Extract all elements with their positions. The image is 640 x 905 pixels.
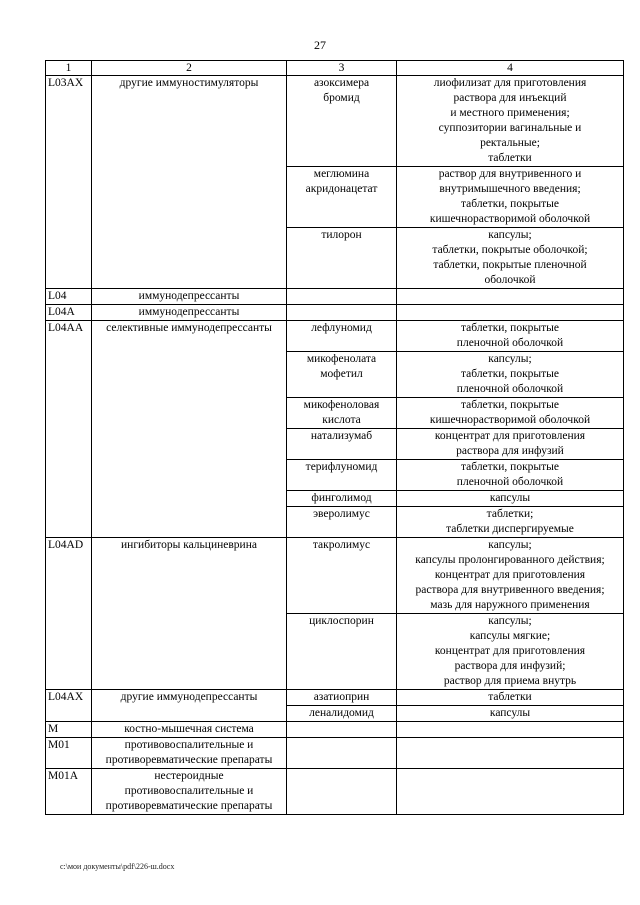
dosage-form-line: оболочкой xyxy=(484,274,536,286)
file-path-footer: c:\мои документы\pdf\226-ш.docx xyxy=(60,862,175,871)
group-name-line: иммунодепрессанты xyxy=(138,306,240,318)
column-header: 1 xyxy=(46,61,92,76)
dosage-form-line: капсулы xyxy=(489,707,531,719)
dosage-form-line: капсулы; xyxy=(488,539,532,551)
dosage-form-line: таблетки, покрытые xyxy=(460,368,560,380)
group-name-line: противоревматические препараты xyxy=(105,800,273,812)
inn-line: такролимус xyxy=(312,539,371,551)
table-row xyxy=(46,289,624,305)
dosage-form-cell xyxy=(397,289,624,305)
dosage-form-line: капсулы; xyxy=(488,353,532,365)
dosage-form-cell xyxy=(397,398,624,429)
table-row xyxy=(46,321,624,352)
dosage-form-line: пленочной оболочкой xyxy=(456,337,564,349)
dosage-form-line: таблетки, покрытые xyxy=(460,198,560,210)
dosage-form-cell xyxy=(397,491,624,507)
dosage-form-cell xyxy=(397,352,624,398)
dosage-form-cell xyxy=(397,614,624,690)
group-name-cell xyxy=(92,538,287,690)
dosage-form-line: кишечнорастворимой оболочкой xyxy=(429,213,591,225)
group-name-line: костно-мышечная система xyxy=(124,723,254,735)
inn-cell xyxy=(287,460,397,491)
inn-line: леналидомид xyxy=(309,707,374,719)
atc-code-cell: M01A xyxy=(46,769,92,815)
group-name-cell xyxy=(92,289,287,305)
dosage-form-line: концентрат для приготовления xyxy=(434,645,586,657)
inn-line: азатиоприн xyxy=(313,691,370,703)
table-row xyxy=(46,305,624,321)
dosage-form-line: капсулы xyxy=(489,492,531,504)
dosage-form-cell xyxy=(397,769,624,815)
atc-code-cell: L04A xyxy=(46,305,92,321)
inn-line: терифлуномид xyxy=(305,461,378,473)
dosage-form-line: раствора для инъекций xyxy=(453,92,567,104)
group-name-line: другие иммунодепрессанты xyxy=(120,691,258,703)
dosage-form-cell xyxy=(397,460,624,491)
atc-code-cell: L04AA xyxy=(46,321,92,538)
drug-list-table xyxy=(45,60,624,815)
group-name-cell xyxy=(92,738,287,769)
atc-code-cell: L04 xyxy=(46,289,92,305)
inn-cell xyxy=(287,538,397,614)
dosage-form-line: ректальные; xyxy=(480,137,540,149)
inn-line: меглюмина xyxy=(313,168,370,180)
dosage-form-line: таблетки, покрытые пленочной xyxy=(433,259,587,271)
table-body xyxy=(46,76,624,815)
inn-line: бромид xyxy=(323,92,360,104)
inn-cell xyxy=(287,429,397,460)
dosage-form-line: раствора для инфузий; xyxy=(454,660,566,672)
inn-line: циклоспорин xyxy=(309,615,374,627)
inn-line: мофетил xyxy=(320,368,363,380)
dosage-form-line: таблетки диспергируемые xyxy=(446,523,574,535)
dosage-form-line: капсулы; xyxy=(488,615,532,627)
inn-cell xyxy=(287,690,397,706)
dosage-form-cell xyxy=(397,507,624,538)
group-name-cell xyxy=(92,305,287,321)
dosage-form-line: мазь для наружного применения xyxy=(430,599,590,611)
table-row xyxy=(46,738,624,769)
dosage-form-cell xyxy=(397,76,624,167)
inn-line: кислота xyxy=(322,414,361,426)
inn-line: лефлуномид xyxy=(311,322,372,334)
group-name-line: селективные иммунодепрессанты xyxy=(106,322,272,334)
atc-code-cell: L04AX xyxy=(46,690,92,722)
dosage-form-line: таблетки, покрытые xyxy=(460,322,560,334)
dosage-form-line: таблетки, покрытые оболочкой; xyxy=(432,244,588,256)
dosage-form-cell xyxy=(397,321,624,352)
inn-cell xyxy=(287,614,397,690)
inn-cell xyxy=(287,228,397,289)
table-row xyxy=(46,538,624,614)
group-name-line: нестероидные xyxy=(154,770,224,782)
dosage-form-cell xyxy=(397,538,624,614)
dosage-form-line: капсулы пролонгированного действия; xyxy=(415,554,605,566)
dosage-form-cell xyxy=(397,706,624,722)
dosage-form-line: концентрат для приготовления xyxy=(434,430,586,442)
dosage-form-line: суппозитории вагинальные и xyxy=(438,122,582,134)
dosage-form-line: раствора для инфузий xyxy=(456,445,564,457)
inn-cell xyxy=(287,769,397,815)
inn-line: натализумаб xyxy=(310,430,373,442)
group-name-line: иммунодепрессанты xyxy=(138,290,240,302)
inn-line: тилорон xyxy=(321,229,362,241)
inn-line: акридонацетат xyxy=(305,183,378,195)
inn-line: эверолимус xyxy=(313,508,370,520)
inn-cell xyxy=(287,722,397,738)
inn-line: микофеноловая xyxy=(303,399,380,411)
inn-cell xyxy=(287,76,397,167)
table-row xyxy=(46,769,624,815)
dosage-form-line: внутримышечного введения; xyxy=(439,183,581,195)
dosage-form-line: капсулы мягкие; xyxy=(469,630,551,642)
dosage-form-line: таблетки, покрытые xyxy=(460,399,560,411)
inn-cell xyxy=(287,321,397,352)
dosage-form-cell xyxy=(397,738,624,769)
inn-line: азоксимера xyxy=(313,77,370,89)
table-row xyxy=(46,690,624,706)
atc-code-cell: L04AD xyxy=(46,538,92,690)
dosage-form-cell xyxy=(397,305,624,321)
dosage-form-line: раствор для внутривенного и xyxy=(438,168,582,180)
column-header: 2 xyxy=(92,61,287,76)
dosage-form-line: раствора для внутривенного введения; xyxy=(415,584,605,596)
group-name-cell xyxy=(92,321,287,538)
group-name-cell xyxy=(92,722,287,738)
dosage-form-cell xyxy=(397,167,624,228)
inn-cell xyxy=(287,289,397,305)
dosage-form-line: таблетки xyxy=(488,691,532,703)
dosage-form-cell xyxy=(397,722,624,738)
atc-code-cell: M xyxy=(46,722,92,738)
inn-cell xyxy=(287,305,397,321)
inn-cell xyxy=(287,352,397,398)
dosage-form-line: и местного применения; xyxy=(450,107,570,119)
inn-cell xyxy=(287,738,397,769)
group-name-line: ингибиторы кальциневрина xyxy=(121,539,257,551)
atc-code-cell: M01 xyxy=(46,738,92,769)
page-number: 27 xyxy=(314,38,326,52)
group-name-cell xyxy=(92,769,287,815)
inn-cell xyxy=(287,507,397,538)
column-header: 4 xyxy=(397,61,624,76)
inn-cell xyxy=(287,706,397,722)
inn-line: финголимод xyxy=(311,492,372,504)
group-name-line: другие иммуностимуляторы xyxy=(119,77,259,89)
dosage-form-cell xyxy=(397,228,624,289)
inn-cell xyxy=(287,491,397,507)
dosage-form-line: таблетки; xyxy=(486,508,534,520)
table-row xyxy=(46,722,624,738)
dosage-form-line: кишечнорастворимой оболочкой xyxy=(429,414,591,426)
dosage-form-cell xyxy=(397,690,624,706)
atc-code-cell: L03AX xyxy=(46,76,92,289)
group-name-line: противоревматические препараты xyxy=(105,754,273,766)
dosage-form-line: концентрат для приготовления xyxy=(434,569,586,581)
dosage-form-line: таблетки, покрытые xyxy=(460,461,560,473)
dosage-form-line: раствор для приема внутрь xyxy=(443,675,577,687)
column-header: 3 xyxy=(287,61,397,76)
group-name-line: противовоспалительные и xyxy=(124,785,254,797)
inn-cell xyxy=(287,398,397,429)
inn-cell xyxy=(287,167,397,228)
table-row xyxy=(46,76,624,167)
dosage-form-line: таблетки xyxy=(488,152,532,164)
dosage-form-line: лиофилизат для приготовления xyxy=(433,77,587,89)
table-header-row xyxy=(46,61,624,76)
group-name-cell xyxy=(92,690,287,722)
group-name-cell xyxy=(92,76,287,289)
group-name-line: противовоспалительные и xyxy=(124,739,254,751)
inn-line: микофенолата xyxy=(306,353,377,365)
dosage-form-cell xyxy=(397,429,624,460)
dosage-form-line: капсулы; xyxy=(488,229,532,241)
dosage-form-line: пленочной оболочкой xyxy=(456,476,564,488)
dosage-form-line: пленочной оболочкой xyxy=(456,383,564,395)
